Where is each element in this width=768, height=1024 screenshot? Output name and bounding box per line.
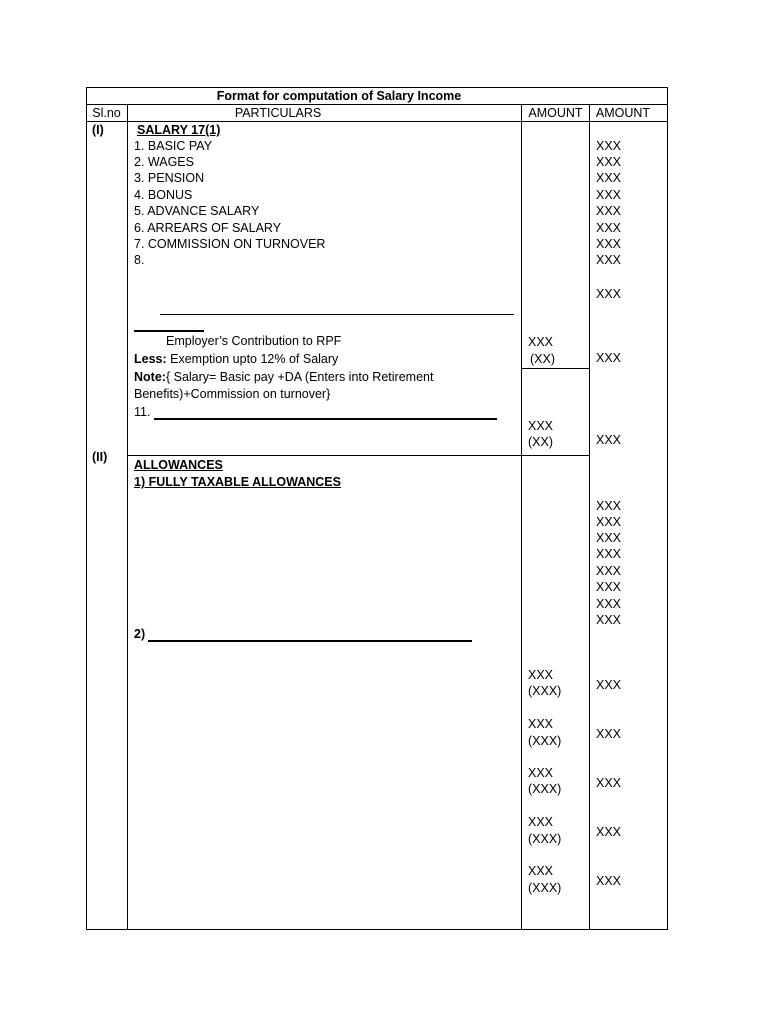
section-2-slno: (II) (92, 450, 108, 464)
table-left-border (86, 87, 87, 930)
subsection-2-label: 2) (134, 627, 146, 641)
rpf-amount: XXX (528, 335, 554, 349)
pair-amount: XXX (528, 766, 554, 780)
pair-net-amount: XXX (596, 678, 622, 692)
allowance-amount: XXX (596, 531, 622, 545)
list-item: 5. ADVANCE SALARY (134, 204, 260, 218)
less-exemption-line (134, 351, 338, 367)
list-item: 1. BASIC PAY (134, 139, 213, 153)
note-label: Note: (134, 370, 166, 384)
amount-subtotal-divider (521, 368, 589, 369)
list-item: 6. ARREARS OF SALARY (134, 221, 282, 235)
table-bottom-border (86, 929, 668, 930)
allowance-amount: XXX (596, 613, 622, 627)
rpf-net-amount: XXX (596, 351, 622, 365)
allowance-amount: XXX (596, 564, 622, 578)
allowance-amount: XXX (596, 580, 622, 594)
item-11-less-amount: (XX) (528, 435, 553, 449)
pair-net-amount: XXX (596, 727, 622, 741)
blank-line (160, 314, 514, 315)
note-line-2: Benefits)+Commission on turnover} (134, 387, 331, 401)
section-1-heading: SALARY 17(1) (137, 123, 221, 137)
section-2-heading: ALLOWANCES (134, 458, 223, 472)
fully-taxable-heading: 1) FULLY TAXABLE ALLOWANCES (134, 475, 341, 489)
note-text-1: { Salary= Basic pay +DA (Enters into Retirement (165, 370, 434, 384)
item-amount: XXX (596, 237, 622, 251)
item-amount: XXX (596, 188, 622, 202)
list-item: 7. COMMISSION ON TURNOVER (134, 237, 326, 251)
item-11-label: 11. (134, 405, 151, 419)
header-amount-1: AMOUNT (528, 106, 583, 120)
pair-less-amount: (XXX) (528, 881, 562, 895)
section2-divider (127, 455, 589, 456)
blank-line-short (134, 330, 204, 332)
allowance-amount: XXX (596, 515, 622, 529)
pair-less-amount: (XXX) (528, 684, 562, 698)
pair-amount: XXX (528, 815, 554, 829)
salary-total-amount: XXX (596, 287, 622, 301)
less-text: Exemption upto 12% of Salary (166, 352, 339, 366)
section-1-slno: (I) (92, 123, 104, 137)
allowance-amount: XXX (596, 547, 622, 561)
slno-col-divider (127, 104, 128, 930)
pair-net-amount: XXX (596, 776, 622, 790)
header-slno: Sl.no (92, 106, 121, 120)
pair-net-amount: XXX (596, 825, 622, 839)
table-right-border (667, 87, 668, 930)
note-line (134, 369, 433, 385)
item-11-blank-line (154, 418, 497, 420)
item-amount: XXX (596, 204, 622, 218)
less-label: Less: (134, 352, 167, 366)
pair-amount: XXX (528, 717, 554, 731)
particulars-col-divider (521, 104, 522, 930)
pair-less-amount: (XXX) (528, 782, 562, 796)
item-amount: XXX (596, 253, 622, 267)
amount-col-divider (589, 104, 590, 930)
item-amount: XXX (596, 139, 622, 153)
item-11-amount: XXX (528, 419, 554, 433)
list-item: 2. WAGES (134, 155, 194, 169)
allowance-amount: XXX (596, 597, 622, 611)
item-amount: XXX (596, 155, 622, 169)
pair-net-amount: XXX (596, 874, 622, 888)
list-item: 3. PENSION (134, 171, 205, 185)
item-amount: XXX (596, 221, 622, 235)
pair-amount: XXX (528, 668, 554, 682)
allowance-amount: XXX (596, 499, 622, 513)
item-amount: XXX (596, 171, 622, 185)
pair-less-amount: (XXX) (528, 832, 562, 846)
pair-amount: XXX (528, 864, 554, 878)
rpf-contribution-line: Employer’s Contribution to RPF (166, 334, 342, 348)
pair-less-amount: (XXX) (528, 734, 562, 748)
header-particulars: PARTICULARS (234, 106, 322, 120)
document-title: Format for computation of Salary Income (216, 89, 462, 103)
rpf-less-amount: (XX) (530, 352, 555, 366)
subsection-2-blank-line (148, 640, 472, 642)
list-item: 8. (134, 253, 145, 267)
header-amount-2: AMOUNT (595, 106, 651, 120)
list-item: 4. BONUS (134, 188, 193, 202)
item-11-net-amount: XXX (596, 433, 622, 447)
